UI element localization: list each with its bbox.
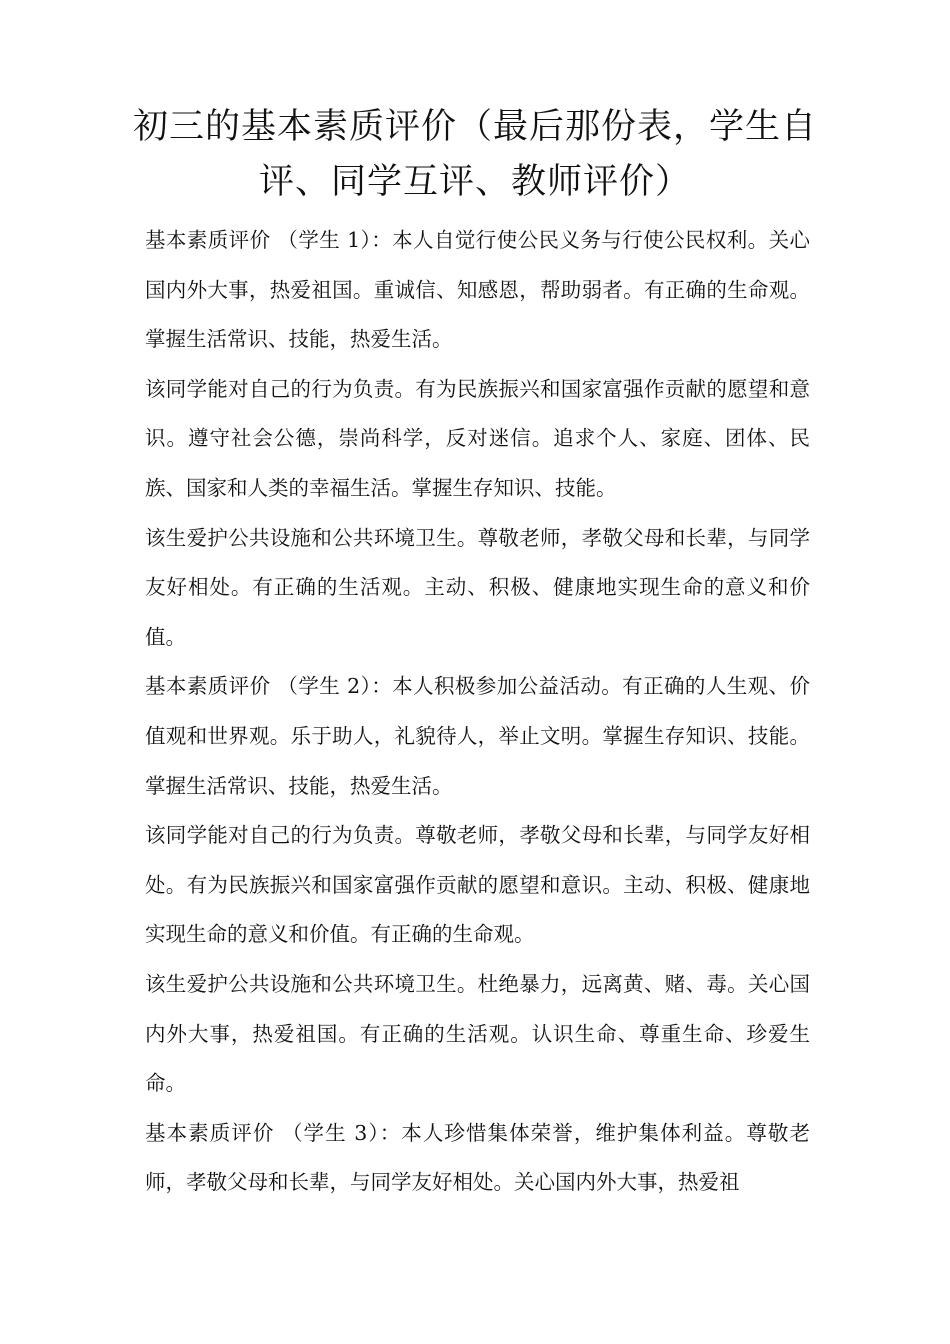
- paragraph-student-3-self: 基本素质评价 （学生 3）：本人珍惜集体荣誉，维护集体利益。尊敬老师，孝敬父母和长辈，与同学友好相处。关心国内外大事，热爱祖: [145, 1120, 810, 1195]
- paragraph-student-2-teacher: 该生爱护公共设施和公共环境卫生。杜绝暴力，远离黄、赌、毒。关心国内外大事，热爱祖国。有正确的生活观。认识生命、尊重生命、珍爱生命。: [145, 971, 810, 1096]
- document-body: [145, 216, 810, 1208]
- title-line-1: 初三的基本素质评价（最后那份表，学生自: [132, 107, 817, 147]
- paragraph-student-1-teacher: 该生爱护公共设施和公共环境卫生。尊敬老师，孝敬父母和长辈，与同学友好相处。有正确的生活观。主动、积极、健康地实现生命的意义和价值。: [145, 525, 810, 649]
- document-title: [120, 100, 830, 210]
- paragraph-student-2-peer: 该同学能对自己的行为负责。尊敬老师，孝敬父母和长辈，与同学友好相处。有为民族振兴和国家富强作贡献的愿望和意识。主动、积极、健康地实现生命的意义和价值。有正确的生命观。: [145, 823, 810, 947]
- paragraph-student-1-peer: 该同学能对自己的行为负责。有为民族振兴和国家富强作贡献的愿望和意识。遵守社会公德，崇尚科学，反对迷信。追求个人、家庭、团体、民族、国家和人类的幸福生活。掌握生存知识、技能。: [145, 376, 810, 500]
- paragraph-student-2-self: 基本素质评价 （学生 2）：本人积极参加公益活动。有正确的人生观、价值观和世界观。乐于助人，礼貌待人，举止文明。掌握生存知识、技能。掌握生活常识、技能，热爱生活。: [145, 674, 810, 798]
- title-line-2: 评、同学互评、教师评价）: [258, 162, 691, 202]
- paragraph-student-1-self: 基本素质评价 （学生 1）：本人自觉行使公民义务与行使公民权利。关心国内外大事，热爱祖国。重诚信、知感恩，帮助弱者。有正确的生命观。掌握生活常识、技能，热爱生活。: [145, 228, 810, 352]
